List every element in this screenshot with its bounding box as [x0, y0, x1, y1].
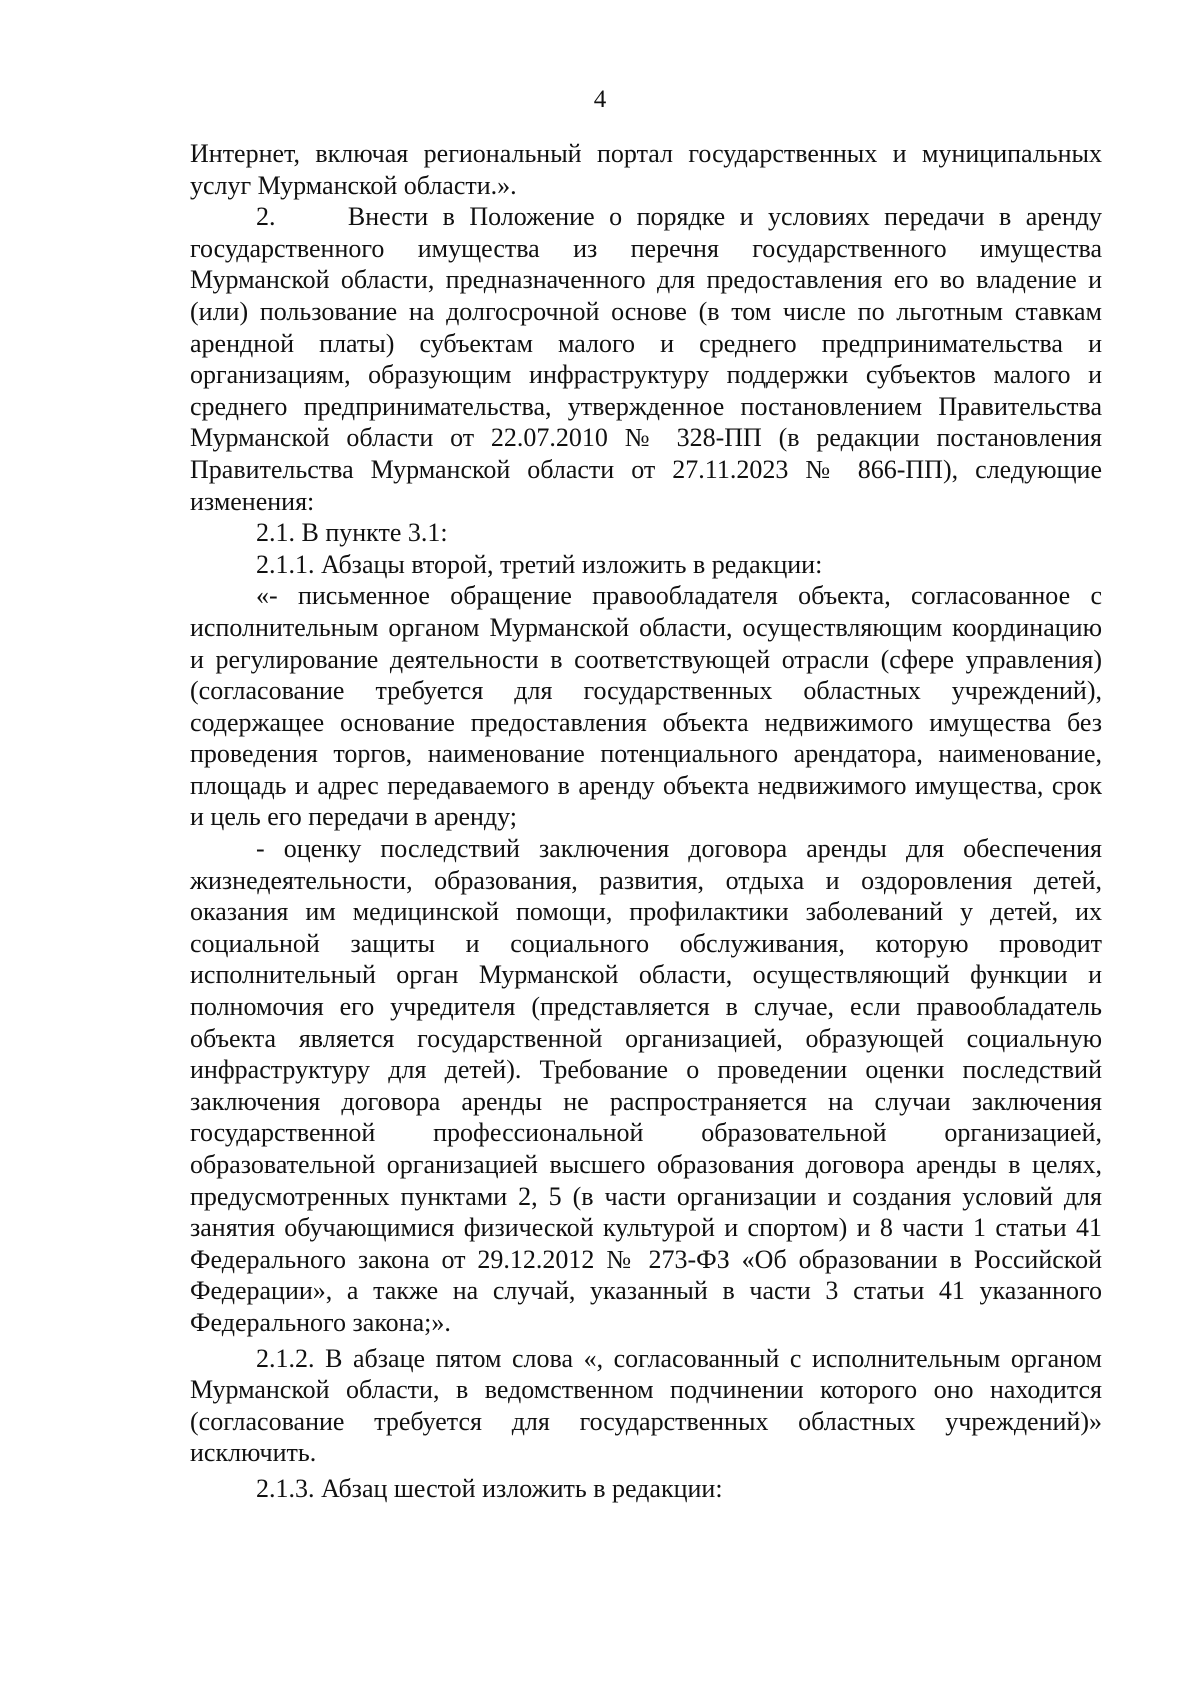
paragraph-quote-first-bullet: «- письменное обращение правообладателя объекта, согласованное с исполнительным органом Мурманской области, осуществляющим координацию и регулирование деятельности в соответствующей отрасли (сфере управления) (согласование требуется для государственных областных учреждений), содержащее основание предоставления объекта недвижимого имущества без проведения торгов, наименование потенциального арендатора, наименование, площадь и адрес передаваемого в аренду объекта недвижимого имущества, срок и цель его передачи в аренду; [190, 581, 1102, 832]
page-number: 4 [593, 86, 607, 113]
paragraph-item-2-1: 2.1. В пункте 3.1: [256, 518, 448, 548]
paragraph-item-2-1-3: 2.1.3. Абзац шестой изложить в редакции: [256, 1473, 723, 1503]
paragraph-continuation: Интернет, включая региональный портал государственных и муниципальных услуг Мурманской области.». [190, 139, 1102, 200]
paragraph-item-2: 2. Внести в Положение о порядке и условиях передачи в аренду государственного имущества из перечня государственного имущества Мурманской области, предназначенного для предоставления его во владение и (или) пользование на долгосрочной основе (в том числе по льготным ставкам арендной платы) субъектам малого и среднего предпринимательства и организациям, образующим инфраструктуру поддержки субъектов малого и среднего предпринимательства, утвержденное постановлением Правительства Мурманской области от 22.07.2010 № 328-ПП (в редакции постановления Правительства Мурманской области от 27.11.2023 № 866-ПП), следующие изменения: [190, 202, 1102, 516]
paragraph-item-2-1-1: 2.1.1. Абзацы второй, третий изложить в редакции: [256, 549, 823, 579]
document-body [190, 138, 1102, 1505]
paragraph-quote-second-bullet: - оценку последствий заключения договора аренды для обеспечения жизнедеятельности, образования, развития, отдыха и оздоровления детей, оказания им медицинской помощи, профилактики заболеваний у детей, их социальной защиты и социального обслуживания, которую проводит исполнительный орган Мурманской области, осуществляющий функции и полномочия его учредителя (представляется в случае, если правообладатель объекта является государственной организацией, образующей социальную инфраструктуру для детей). Требование о проведении оценки последствий заключения договора аренды не распространяется на случаи заключения государственной профессиональной образовательной организацией, образовательной организацией высшего образования договора аренды в целях, предусмотренных пунктами 2, 5 (в части организации и создания условий для занятия обучающимися физической культурой и спортом) и 8 части 1 статьи 41 Федерального закона от 29.12.2012 № 273-ФЗ «Об образовании в Российской Федерации», а также на случай, указанный в части 3 статьи 41 указанного Федерального закона;». [190, 834, 1102, 1337]
paragraph-item-2-1-2: 2.1.2. В абзаце пятом слова «, согласованный с исполнительным органом Мурманской области, в ведомственном подчинении которого оно находится (согласование требуется для государственных областных учреждений)» исключить. [190, 1343, 1102, 1468]
